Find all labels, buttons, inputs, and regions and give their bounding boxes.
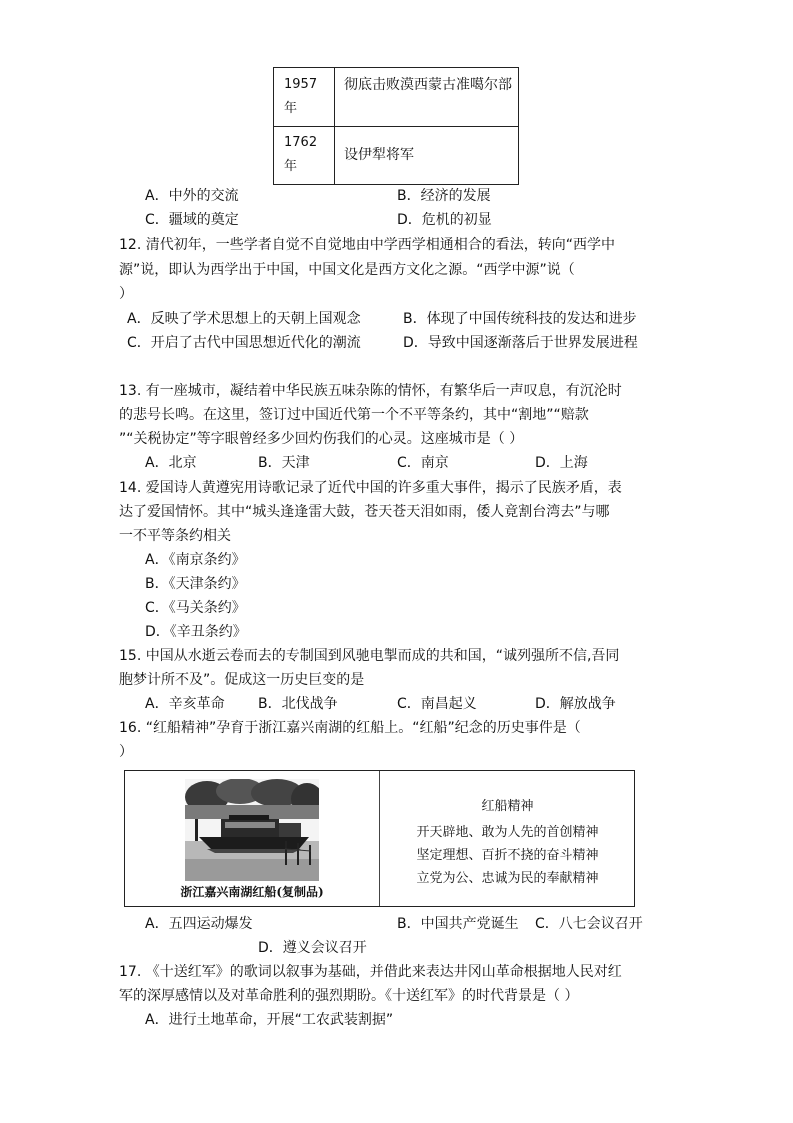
q13-option-b: B．天津 <box>258 455 310 471</box>
table-year: 1957年 <box>284 77 318 116</box>
q17-stem-line: 17. 《十送红军》的歌词以叙事为基础，并借此来表达井冈山革命根据地人民对红 <box>119 964 622 980</box>
q12-option-c: C．开启了古代中国思想近代化的潮流 <box>127 335 361 351</box>
spirit-line: 开天辟地、敢为人先的首创精神 <box>416 825 599 840</box>
q17-option-a: A．进行土地革命，开展“工农武装割据” <box>145 1012 394 1028</box>
q14-option-d: D．《辛丑条约》 <box>145 624 247 640</box>
table-year: 1762年 <box>284 135 318 174</box>
q14-option-c: C．《马关条约》 <box>145 600 246 616</box>
q14-option-a: A．《南京条约》 <box>145 552 246 568</box>
table-event: 设伊犁将军 <box>344 147 414 163</box>
q11-option-a: A．中外的交流 <box>145 188 239 204</box>
q11-option-b: B．经济的发展 <box>397 188 491 204</box>
q14-stem-line: 达了爱国情怀。其中“城头逢逢雷大鼓，苍天苍天泪如雨，倭人竟割台湾去”与哪 <box>119 504 610 520</box>
q15-option-a: A．辛亥革命 <box>145 696 225 712</box>
q14-stem-line: 一不平等条约相关 <box>119 528 231 544</box>
q16-option-a: A．五四运动爆发 <box>145 916 253 932</box>
q15-option-b: B．北伐战争 <box>258 696 338 712</box>
q12-stem-line: ） <box>119 286 133 302</box>
q12-option-b: B．体现了中国传统科技的发达和进步 <box>403 311 637 327</box>
q13-option-d: D．上海 <box>535 455 588 471</box>
q13-option-a: A．北京 <box>145 455 197 471</box>
q15-option-c: C．南昌起义 <box>397 696 477 712</box>
q12-option-a: A．反映了学术思想上的天朝上国观念 <box>127 311 361 327</box>
q16-option-b: B．中国共产党诞生 <box>397 916 519 932</box>
q11-option-d: D．危机的初显 <box>397 212 492 228</box>
spirit-line: 坚定理想、百折不挠的奋斗精神 <box>416 848 599 863</box>
table-divider <box>334 68 335 126</box>
table-event: 彻底击败漠西蒙古准噶尔部 <box>344 77 512 93</box>
q13-option-c: C．南京 <box>397 455 449 471</box>
q14-stem-line: 14. 爱国诗人黄遵宪用诗歌记录了近代中国的许多重大事件，揭示了民族矛盾，表 <box>119 480 622 496</box>
figure-caption: 浙江嘉兴南湖红船(复制品) <box>180 885 324 899</box>
q15-stem-line: 胞梦计所不及”。促成这一历史巨变的是 <box>119 672 365 688</box>
q16-option-c: C．八七会议召开 <box>535 916 643 932</box>
table-row <box>274 68 518 127</box>
spirit-title: 红船精神 <box>481 799 534 814</box>
q12-stem-line: 源”说，即认为西学出于中国，中国文化是西方文化之源。“西学中源”说（ <box>119 262 575 278</box>
q15-stem-line: 15. 中国从水逝云卷而去的专制国到风驰电掣而成的共和国，“诚列强所不信,吾同 <box>119 648 620 664</box>
q16-option-d: D．遵义会议召开 <box>258 940 367 956</box>
q13-stem-line: 的悲号长鸣。在这里，签订过中国近代第一个不平等条约，其中“割地”“赔款 <box>119 407 589 423</box>
red-boat-figure <box>124 770 635 907</box>
q12-stem-line: 12. 清代初年，一些学者自觉不自觉地由中学西学相通相合的看法，转向“西学中 <box>119 237 615 253</box>
q13-stem-line: ”“关税协定”等字眼曾经多少回灼伤我们的心灵。这座城市是（ ） <box>119 431 524 447</box>
q13-stem-line: 13. 有一座城市，凝结着中华民族五味杂陈的情怀，有繁华后一声叹息，有沉沦时 <box>119 383 622 399</box>
q14-option-b: B．《天津条约》 <box>145 576 246 592</box>
q16-stem-line: ） <box>119 744 133 760</box>
q17-stem-line: 军的深厚感情以及对革命胜利的强烈期盼。《十送红军》的时代背景是（ ） <box>119 988 579 1004</box>
table-divider <box>334 127 335 185</box>
spirit-line: 立党为公、忠诚为民的奉献精神 <box>416 871 599 886</box>
q12-option-d: D．导致中国逐渐落后于世界发展进程 <box>403 335 638 351</box>
q11-option-c: C．疆域的奠定 <box>145 212 239 228</box>
event-table <box>273 67 519 185</box>
red-boat-photo <box>185 779 319 881</box>
q15-option-d: D．解放战争 <box>535 696 616 712</box>
table-row <box>274 127 518 185</box>
q16-stem-line: 16. “红船精神”孕育于浙江嘉兴南湖的红船上。“红船”纪念的历史事件是（ <box>119 720 581 736</box>
